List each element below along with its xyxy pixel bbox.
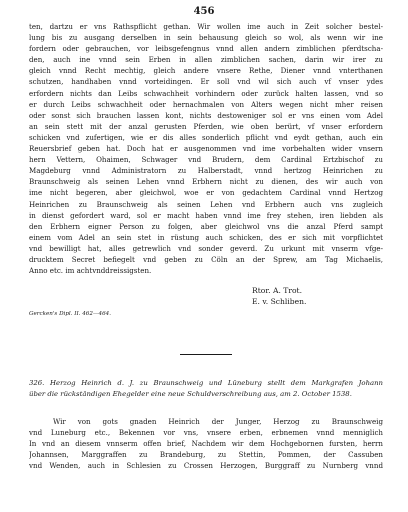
body-line: erfordern nichts dan Leibs schwachheit vorhindern oder zurück halten lassen, vnd so	[29, 88, 383, 98]
body-line: Anno etc. im achtvnddreissigsten.	[29, 266, 152, 276]
body-line: ime nicht begeren, aber gleichwol, woe er von gedachtem Cardinal vnnd Hertzog	[29, 188, 383, 198]
document-line: Wir von gots gnaden Heinrich der Junger, Herzog zu Braunschweig	[53, 417, 383, 426]
body-line: oder sonst sich brauchen lassen kont, nichts destoweniger sol er vns einen vom Adel	[29, 110, 383, 120]
body-line: den Erbhern eigner Person zu folgen, aber gleichwol vns die anzal Pferd sampt	[29, 221, 383, 231]
signature-line: E. v. Schliben.	[252, 297, 307, 306]
heading-line: 326. Herzog Heinrich d. J. zu Braunschweig und Lüneburg stellt dem Markgrafen Johann	[29, 379, 383, 387]
document-heading	[29, 378, 383, 399]
body-text	[29, 21, 383, 276]
body-line: ten, dartzu er vns Rathspflicht gethan. Wir wollen ime auch in Zeit solcher bestel-	[29, 22, 383, 31]
body-line: den, auch ine vnnd sein Erben in allen zimblichen sachen, darin wir irer zu	[29, 55, 383, 65]
document-line: In vnd an diesem vnnserm offen brief, Nachdem wir dem Hochgebornen fursten, herrn	[29, 439, 383, 449]
section-divider	[180, 354, 232, 355]
document-line: Johannsen, Marggraffen zu Brandeburg, zu Stettin, Pommen, der Cassuben	[29, 450, 383, 460]
body-line: drucktem Secret befiegelt vnd geben zu Cöln an der Sprew, am Tag Michaelis,	[29, 254, 383, 264]
body-line: schutzen, handhaben vnnd vorteidingen. Er soll vnd wil sich auch vf vnser ydes	[29, 77, 383, 87]
signature-line: Rtor. A. Trot.	[252, 286, 303, 295]
body-line: an sein stett mit der anzal gerusten Pferden, wie oben berürt, vf vnser erfordern	[29, 121, 383, 131]
body-line: hern Vettern, Ohaimen, Schwager vnd Brudern, dem Cardinal Ertzbischof zu	[29, 155, 383, 165]
document-line: vnd Wenden, auch in Schlesien zu Crossen Herzogen, Burggraff zu Nurnberg vnnd	[29, 461, 383, 471]
heading-line: über die rückständigen Ehegelder eine neue Schuldverschreibung aus, am 2. October 1538.	[29, 389, 352, 398]
body-line: einem vom Adel an sein stet in rüstung auch schicken, des er sich mit vorpflichtet	[29, 232, 383, 242]
body-line: schicken vnd zufertigen, wie er dis alles sonderlich pflicht vnd eydt gethan, auch ein	[29, 132, 383, 142]
body-line: Heinrichen zu Braunschweig als seinen Lehen vnd Erbhern auch vns zugleich	[29, 199, 383, 209]
body-line: gleich vnnd Recht mechtig, gleich andere vnsere Rethe, Diener vnnd vnterthanen	[29, 66, 383, 76]
body-line: fordern oder gebrauchen, vor leibsgefengnus vnnd allen andern zimblichen pferdtscha-	[29, 44, 383, 54]
signature-block	[252, 285, 306, 307]
document-text	[29, 416, 383, 471]
body-line: Reuersbrief geben hat. Doch hat er ausgenommen vnd ime vorbehalten wider vnsern	[29, 144, 383, 154]
document-line: vnd Luneburg etc., Bekennen vor vns, vnsere erben, erbnemen vnnd menniglich	[29, 428, 383, 438]
body-line: Braunschweig als seinen Lehen vnnd Erbhern nicht zu dienen, des wir auch von	[29, 177, 383, 187]
body-line: in dienst gefordert ward, sol er macht haben vnnd ime frey stehen, iren liebden als	[29, 210, 383, 220]
body-line: vnd bewilligt hat, alles getrewlich vnd sonder geverd. Zu urkunt mit vnserm vfge-	[29, 243, 383, 253]
body-line: er durch Leibs schwachheit oder hernachmalen von Alters wegen nicht mher reisen	[29, 99, 383, 109]
body-line: Magdeburg vnnd Administratorn zu Halberstadt, vnnd hertzog Heinrichen zu	[29, 166, 383, 176]
source-citation: Gercken's Dipl. II. 462—464.	[29, 311, 111, 317]
body-line: lung bis zu ausgang derselben in sein behausung gleich so wol, als wenn wir ine	[29, 33, 383, 43]
page-number: 456	[193, 6, 215, 17]
